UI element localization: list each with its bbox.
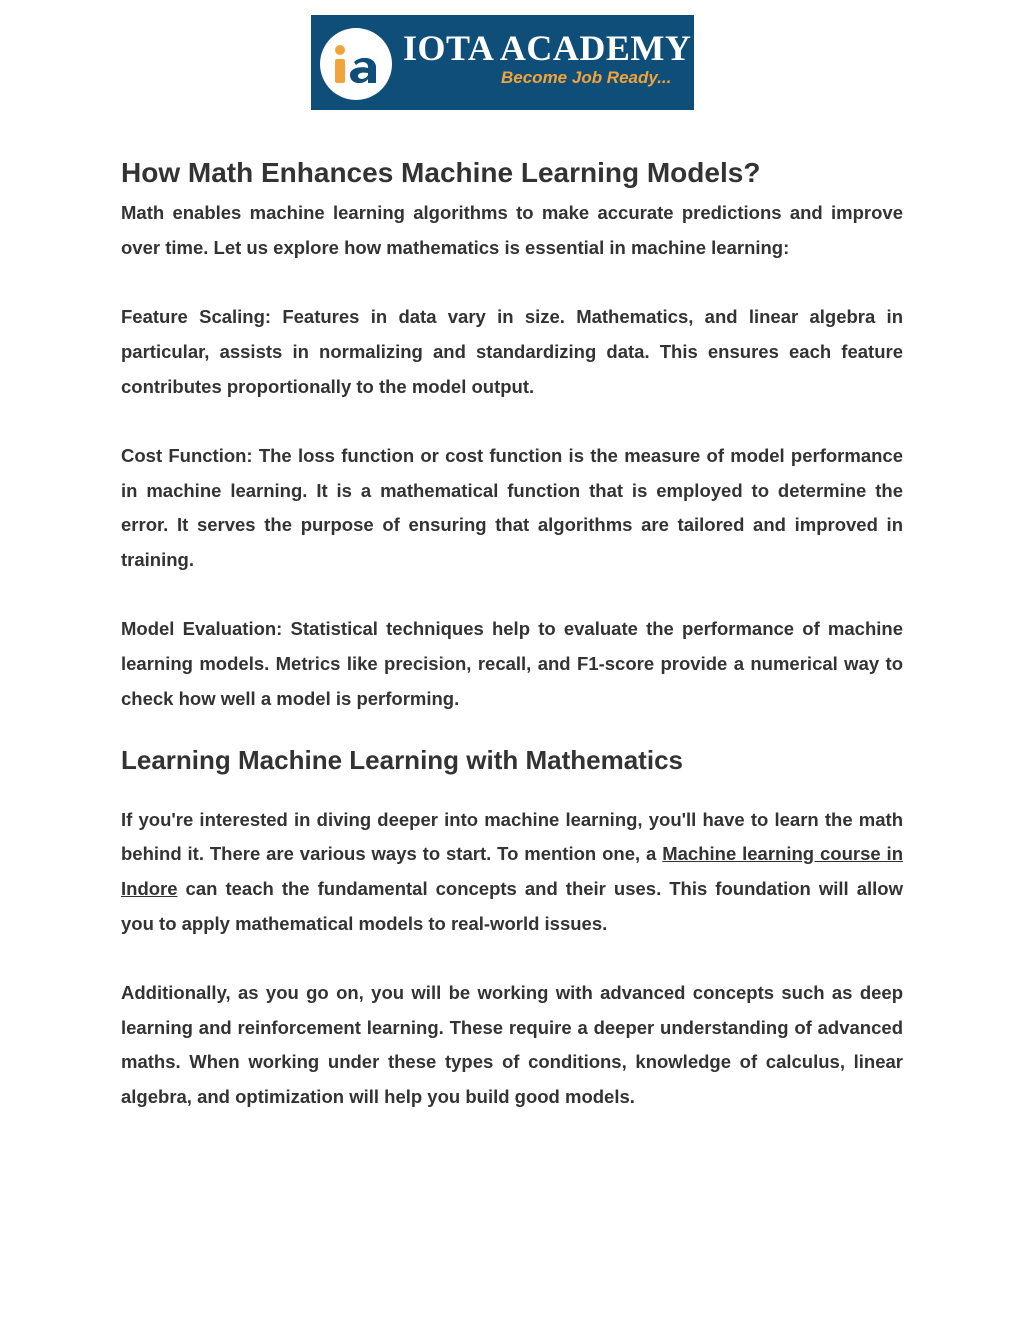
heading-learning-ml-with-math: Learning Machine Learning with Mathematics: [121, 744, 683, 775]
interest-paragraph: [121, 803, 903, 942]
interest-text-before: If you're interested in diving deeper into machine learning, you'll have to learn the math behind it. There are various ways to start. To mention one, a: [121, 808, 903, 865]
heading-math-enhances-ml: How Math Enhances Machine Learning Models?: [121, 157, 761, 188]
cost-function-paragraph: Cost Function: The loss function or cost function is the measure of model performance in machine learning. It is a mathematical function that is employed to determine the error. It serves the purpose of ensuring that algorithms are tailored and improved in training.: [121, 444, 903, 570]
logo-title: IOTA ACADEMY: [403, 28, 692, 68]
iota-academy-logo: [311, 15, 694, 110]
ml-course-indore-link[interactable]: Machine learning course in Indore: [121, 843, 903, 899]
feature-scaling-paragraph: Feature Scaling: Features in data vary in size. Mathematics, and linear algebra in particular, assists in normalizing and standardizing data. This ensures each feature contributes proportionally to the model output.: [121, 306, 903, 397]
interest-text-after: can teach the fundamental concepts and their uses. This foundation will allow you to apply mathematical models to real-world issues.: [121, 877, 903, 934]
model-evaluation-paragraph: Model Evaluation: Statistical techniques help to evaluate the performance of machine learning models. Metrics like precision, recall, and F1-score provide a numerical way to check how well a model is performing.: [121, 618, 903, 709]
additionally-paragraph: Additionally, as you go on, you will be working with advanced concepts such as deep learning and reinforcement learning. These require a deeper understanding of advanced maths. When working under these types of conditions, knowledge of calculus, linear algebra, and optimization will help you build good models.: [121, 982, 903, 1108]
logo-tagline: Become Job Ready...: [501, 68, 672, 87]
article-body: [121, 150, 903, 1115]
logo-mark-icon: [320, 28, 392, 100]
intro-paragraph: Math enables machine learning algorithms to make accurate predictions and improve over time. Let us explore how mathematics is essential in machine learning:: [121, 202, 903, 258]
